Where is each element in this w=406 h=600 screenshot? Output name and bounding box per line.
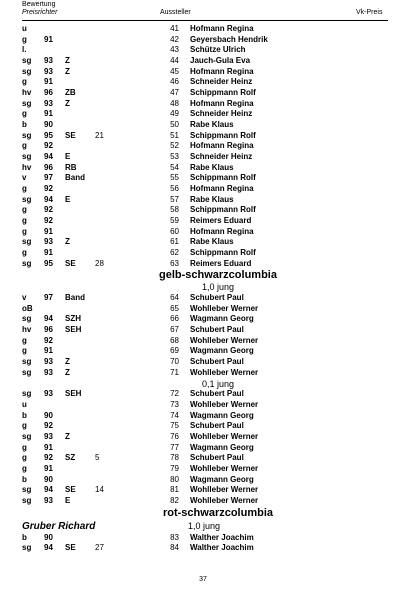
exhibitor-name: Hofmann Regina	[190, 226, 254, 236]
entry-number: 65	[170, 303, 179, 313]
exhibitor-name: Schneider Heinz	[190, 77, 253, 87]
exhibitor-name: Rabe Klaus	[190, 162, 234, 172]
price: 27	[95, 543, 104, 553]
table-row	[0, 293, 406, 304]
award: SE	[65, 130, 76, 140]
table-row	[0, 485, 406, 496]
grade: sg	[22, 194, 32, 204]
table-row	[0, 325, 406, 336]
entry-number: 79	[170, 463, 179, 473]
award: Z	[65, 237, 70, 247]
table-row	[0, 152, 406, 163]
grade: g	[22, 248, 27, 258]
exhibitor-name: Schippmann Rolf	[190, 173, 256, 183]
award: E	[65, 194, 71, 204]
grade: sg	[22, 389, 32, 399]
table-row	[0, 464, 406, 475]
table-row	[0, 432, 406, 443]
points: 96	[44, 88, 53, 98]
exhibitor-name: Wagmann Georg	[190, 314, 254, 324]
grade: g	[22, 184, 27, 194]
exhibitor-name: Reimers Eduard	[190, 258, 252, 268]
award: Band	[65, 293, 85, 303]
table-row	[0, 443, 406, 454]
points: 91	[44, 77, 53, 87]
entry-group	[0, 24, 406, 269]
grade: sg	[22, 258, 32, 268]
entry-number: 70	[170, 357, 179, 367]
grade: g	[22, 421, 27, 431]
exhibitor-name: Rabe Klaus	[190, 120, 234, 130]
table-row	[0, 56, 406, 67]
award: SE	[65, 258, 76, 268]
table-row	[0, 99, 406, 110]
grade: sg	[22, 98, 32, 108]
points: 92	[44, 141, 53, 151]
entry-number: 50	[170, 120, 179, 130]
points: 92	[44, 216, 53, 226]
entry-number: 44	[170, 56, 179, 66]
exhibitor-name: Wagmann Georg	[190, 474, 254, 484]
points: 91	[44, 109, 53, 119]
exhibitor-name: Schubert Paul	[190, 421, 244, 431]
exhibitor-name: Walther Joachim	[190, 543, 254, 553]
exhibitor-name: Hofmann Regina	[190, 184, 254, 194]
exhibitor-name: Wagmann Georg	[190, 442, 254, 452]
award: Z	[65, 98, 70, 108]
grade: g	[22, 34, 27, 44]
points: 94	[44, 194, 53, 204]
header-rule	[22, 20, 388, 21]
entry-number: 63	[170, 258, 179, 268]
exhibitor-name: Wohlleber Werner	[190, 463, 259, 473]
grade: v	[22, 293, 27, 303]
table-row	[0, 533, 406, 544]
entry-number: 53	[170, 152, 179, 162]
grade: g	[22, 77, 27, 87]
entry-number: 46	[170, 77, 179, 87]
entry-number: 42	[170, 34, 179, 44]
price: 14	[95, 485, 104, 495]
table-row	[0, 304, 406, 315]
table-row	[0, 411, 406, 422]
grade: g	[22, 141, 27, 151]
exhibitor-name: Wohlleber Werner	[190, 303, 259, 313]
entry-number: 61	[170, 237, 179, 247]
table-row	[0, 368, 406, 379]
table-row	[0, 24, 406, 35]
entry-group	[0, 533, 406, 554]
section-heading: gelb-schwarzcolumbia	[159, 269, 277, 282]
award: RB	[65, 162, 77, 172]
award: Z	[65, 431, 70, 441]
points: 94	[44, 152, 53, 162]
points: 90	[44, 410, 53, 420]
points: 92	[44, 335, 53, 345]
exhibitor-name: Schubert Paul	[190, 325, 244, 335]
entry-number: 47	[170, 88, 179, 98]
exhibitor-name: Hofmann Regina	[190, 141, 254, 151]
exhibitor-name: Schubert Paul	[190, 453, 244, 463]
table-row	[0, 45, 406, 56]
grade: v	[22, 173, 27, 183]
exhibitor-name: Rabe Klaus	[190, 194, 234, 204]
points: 97	[44, 293, 53, 303]
grade: g	[22, 205, 27, 215]
grade: u	[22, 399, 27, 409]
table-row	[0, 184, 406, 195]
points: 96	[44, 325, 53, 335]
table-row	[0, 35, 406, 46]
exhibitor-name: Schubert Paul	[190, 357, 244, 367]
table-row	[0, 131, 406, 142]
exhibitor-name: Schneider Heinz	[190, 152, 253, 162]
grade: g	[22, 226, 27, 236]
points: 93	[44, 66, 53, 76]
exhibitor-name: Schippmann Rolf	[190, 130, 256, 140]
entry-list	[0, 24, 406, 554]
table-row	[0, 67, 406, 78]
exhibitor-name: Hofmann Regina	[190, 24, 254, 33]
grade: sg	[22, 314, 32, 324]
exhibitor-name: Schippmann Rolf	[190, 248, 256, 258]
points: 91	[44, 248, 53, 258]
table-row	[0, 475, 406, 486]
section-heading: rot-schwarzcolumbia	[162, 506, 274, 519]
grade: g	[22, 335, 27, 345]
entry-number: 51	[170, 130, 179, 140]
grade: sg	[22, 130, 32, 140]
exhibitor-name: Hofmann Regina	[190, 66, 254, 76]
points: 93	[44, 367, 53, 377]
award: Z	[65, 56, 70, 66]
table-row	[0, 336, 406, 347]
grade: sg	[22, 66, 32, 76]
grade: sg	[22, 367, 32, 377]
award: SEH	[65, 325, 82, 335]
entry-number: 54	[170, 162, 179, 172]
exhibitor-name: Jauch-Gula Eva	[190, 56, 251, 66]
exhibitor-name: Wohlleber Werner	[190, 495, 259, 505]
table-row	[0, 205, 406, 216]
entry-number: 41	[170, 24, 179, 33]
grade: sg	[22, 485, 32, 495]
award: SEH	[65, 389, 82, 399]
award: E	[65, 495, 71, 505]
table-row	[0, 88, 406, 99]
points: 93	[44, 98, 53, 108]
entry-number: 82	[170, 495, 179, 505]
points: 92	[44, 205, 53, 215]
entry-number: 75	[170, 421, 179, 431]
points: 95	[44, 130, 53, 140]
grade: sg	[22, 152, 32, 162]
points: 91	[44, 34, 53, 44]
entry-number: 68	[170, 335, 179, 345]
award: SZH	[65, 314, 81, 324]
points: 90	[44, 120, 53, 130]
award: Z	[65, 357, 70, 367]
points: 97	[44, 173, 53, 183]
grade: l.	[22, 45, 27, 55]
judge-name: Gruber Richard	[22, 520, 96, 532]
entry-number: 45	[170, 66, 179, 76]
table-row	[0, 216, 406, 227]
points: 91	[44, 442, 53, 452]
entry-number: 74	[170, 410, 179, 420]
table-row	[0, 543, 406, 554]
exhibitor-name: Schubert Paul	[190, 389, 244, 399]
entry-number: 60	[170, 226, 179, 236]
table-row	[0, 173, 406, 184]
header-bewertung: Bewertung	[22, 1, 56, 8]
points: 92	[44, 421, 53, 431]
grade: hv	[22, 162, 32, 172]
points: 90	[44, 532, 53, 542]
exhibitor-name: Schütze Ulrich	[190, 45, 246, 55]
section-subheading: 1,0 jung	[188, 520, 221, 531]
price: 28	[95, 258, 104, 268]
award: ZB	[65, 88, 76, 98]
points: 91	[44, 463, 53, 473]
entry-number: 64	[170, 293, 179, 303]
grade: g	[22, 346, 27, 356]
award: SZ	[65, 453, 76, 463]
entry-number: 78	[170, 453, 179, 463]
exhibitor-name: Walther Joachim	[190, 532, 254, 542]
points: 90	[44, 474, 53, 484]
grade: hv	[22, 325, 32, 335]
grade: g	[22, 453, 27, 463]
exhibitor-name: Wagmann Georg	[190, 346, 254, 356]
table-row	[0, 237, 406, 248]
table-row	[0, 357, 406, 368]
points: 93	[44, 357, 53, 367]
grade: b	[22, 120, 27, 130]
exhibitor-name: Wohlleber Werner	[190, 335, 259, 345]
points: 94	[44, 314, 53, 324]
entry-number: 58	[170, 205, 179, 215]
entry-number: 43	[170, 45, 179, 55]
grade: sg	[22, 237, 32, 247]
grade: sg	[22, 56, 32, 66]
points: 91	[44, 226, 53, 236]
grade: sg	[22, 495, 32, 505]
page-number: 37	[199, 576, 207, 583]
entry-number: 69	[170, 346, 179, 356]
entry-number: 81	[170, 485, 179, 495]
entry-number: 49	[170, 109, 179, 119]
exhibitor-name: Wagmann Georg	[190, 410, 254, 420]
price: 5	[95, 453, 100, 463]
exhibitor-name: Schubert Paul	[190, 293, 244, 303]
points: 96	[44, 162, 53, 172]
table-row	[0, 389, 406, 400]
entry-number: 52	[170, 141, 179, 151]
table-row	[0, 227, 406, 238]
award: Band	[65, 173, 85, 183]
entry-number: 59	[170, 216, 179, 226]
section-subheading: 0,1 jung	[201, 378, 235, 389]
header-vk-preis: Vk-Preis	[356, 9, 383, 16]
entry-number: 55	[170, 173, 179, 183]
table-row	[0, 77, 406, 88]
exhibitor-name: Rabe Klaus	[190, 237, 234, 247]
table-row	[0, 259, 406, 270]
entry-group	[0, 293, 406, 378]
points: 93	[44, 431, 53, 441]
entry-group	[0, 389, 406, 506]
grade: sg	[22, 543, 32, 553]
price: 21	[95, 130, 104, 140]
points: 93	[44, 237, 53, 247]
header-aussteller: Aussteller	[160, 9, 191, 16]
points: 93	[44, 495, 53, 505]
award: SE	[65, 543, 76, 553]
table-row	[0, 120, 406, 131]
exhibitor-name: Wohlleber Werner	[190, 367, 259, 377]
table-row	[0, 163, 406, 174]
grade: sg	[22, 431, 32, 441]
exhibitor-name: Wohlleber Werner	[190, 431, 259, 441]
entry-number: 71	[170, 367, 179, 377]
points: 95	[44, 258, 53, 268]
award: Z	[65, 66, 70, 76]
entry-number: 72	[170, 389, 179, 399]
table-row	[0, 141, 406, 152]
entry-number: 73	[170, 399, 179, 409]
entry-number: 57	[170, 194, 179, 204]
grade: oB	[22, 303, 33, 313]
table-row	[0, 314, 406, 325]
grade: g	[22, 463, 27, 473]
exhibitor-name: Schippmann Rolf	[190, 205, 256, 215]
table-row	[0, 421, 406, 432]
entry-number: 67	[170, 325, 179, 335]
exhibitor-name: Hofmann Regina	[190, 98, 254, 108]
points: 94	[44, 485, 53, 495]
grade: g	[22, 109, 27, 119]
grade: b	[22, 532, 27, 542]
entry-number: 80	[170, 474, 179, 484]
grade: g	[22, 442, 27, 452]
table-row	[0, 248, 406, 259]
table-row	[0, 453, 406, 464]
entry-number: 76	[170, 431, 179, 441]
grade: u	[22, 24, 27, 33]
award: E	[65, 152, 71, 162]
points: 94	[44, 543, 53, 553]
entry-number: 66	[170, 314, 179, 324]
table-row	[0, 109, 406, 120]
table-row	[0, 346, 406, 357]
points: 93	[44, 56, 53, 66]
entry-number: 62	[170, 248, 179, 258]
points: 91	[44, 346, 53, 356]
points: 92	[44, 453, 53, 463]
table-row	[0, 195, 406, 206]
grade: sg	[22, 357, 32, 367]
exhibitor-name: Reimers Eduard	[190, 216, 252, 226]
grade: g	[22, 216, 27, 226]
grade: b	[22, 474, 27, 484]
entry-number: 56	[170, 184, 179, 194]
grade: hv	[22, 88, 32, 98]
entry-number: 83	[170, 532, 179, 542]
grade: b	[22, 410, 27, 420]
exhibitor-name: Wohlleber Werner	[190, 485, 259, 495]
exhibitor-name: Schneider Heinz	[190, 109, 253, 119]
exhibitor-name: Geyersbach Hendrik	[190, 34, 268, 44]
table-row	[0, 496, 406, 507]
award: Z	[65, 367, 70, 377]
entry-number: 84	[170, 543, 179, 553]
table-row	[0, 400, 406, 411]
exhibitor-name: Schippmann Rolf	[190, 88, 256, 98]
entry-number: 77	[170, 442, 179, 452]
points: 92	[44, 184, 53, 194]
entry-number: 48	[170, 98, 179, 108]
judge-row	[0, 520, 406, 533]
section-subheading: 1,0 jung	[201, 282, 235, 293]
award: SE	[65, 485, 76, 495]
points: 93	[44, 389, 53, 399]
header-preisrichter: Preisrichter	[22, 9, 58, 16]
exhibitor-name: Wohlleber Werner	[190, 399, 259, 409]
